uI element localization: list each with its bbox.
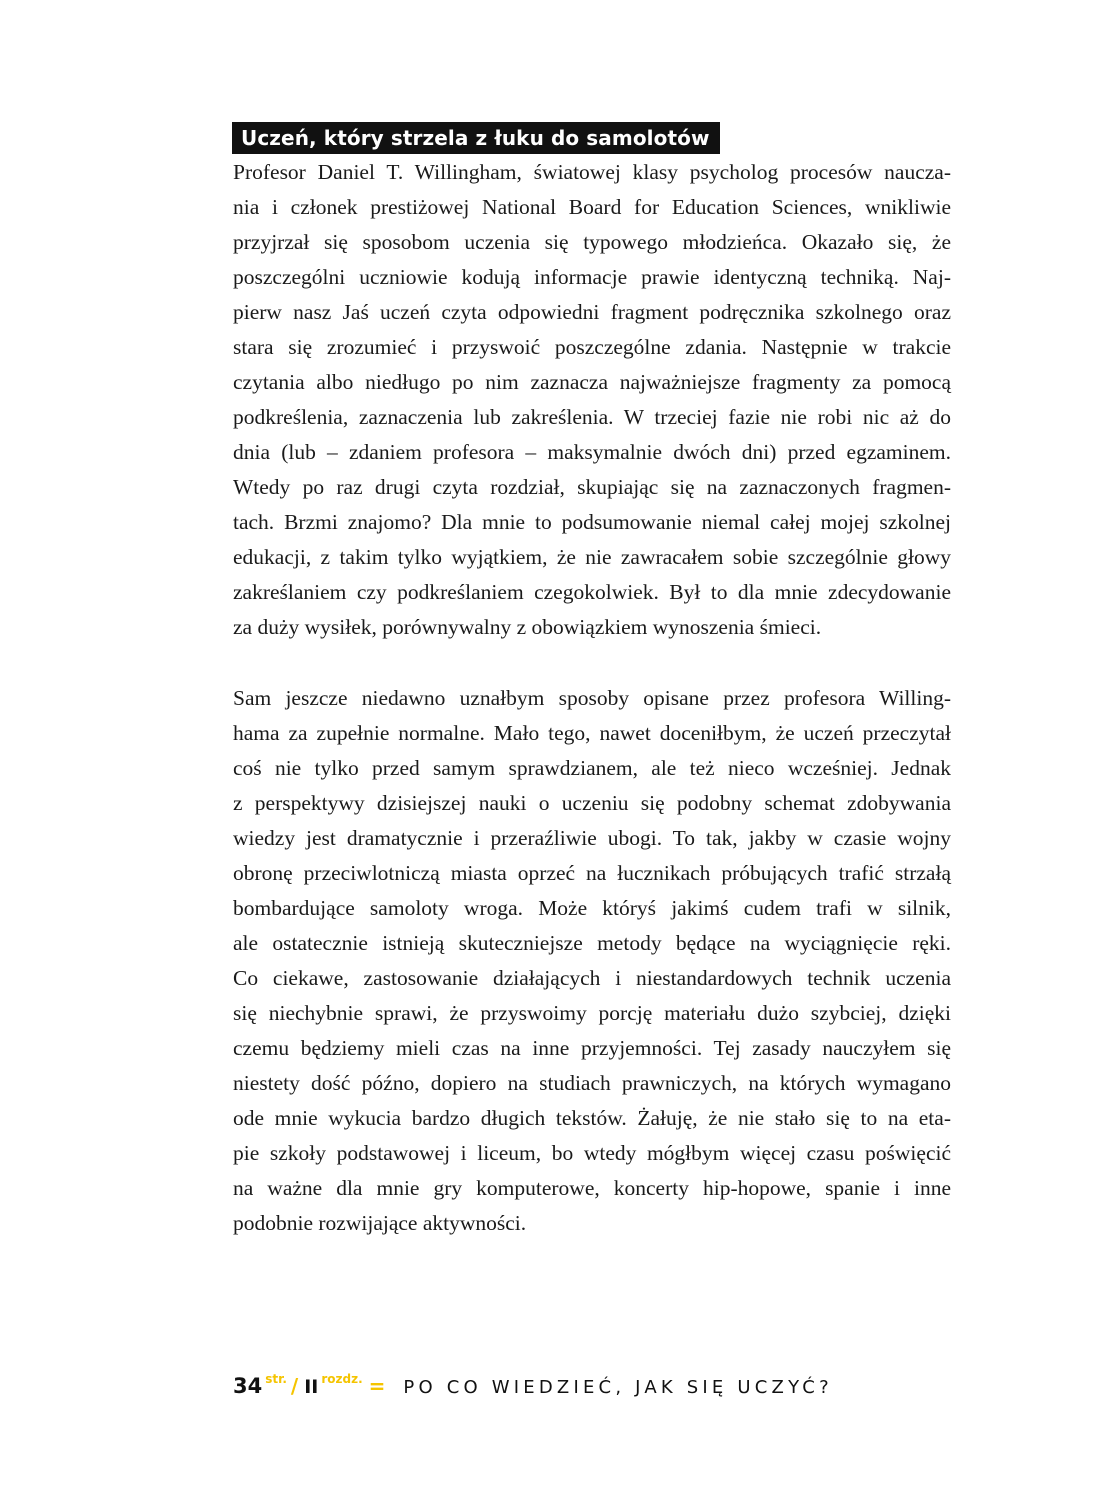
text-line: nia i członek prestiżowej National Board for Education Sciences, wnikliwie [233,195,951,219]
text-line: czemu będziemy mieli czas na inne przyjemności. Tej zasady nauczyłem się [233,1036,951,1060]
paragraph-2 [233,681,951,1241]
text-line: Co ciekawe, zastosowanie działających i niestandardowych technik uczenia [233,966,951,990]
book-title: PO CO WIEDZIEĆ, JAK SIĘ UCZYĆ? [403,1377,833,1398]
text-line: Profesor Daniel T. Willingham, światowej klasy psycholog procesów naucza- [233,160,951,184]
text-line: pierw nasz Jaś uczeń czyta odpowiedni fragment podręcznika szkolnego oraz [233,300,951,324]
text-line: stara się zrozumieć i przyswoić poszczególne zdania. Następnie w trakcie [233,335,951,359]
page-footer [233,1374,833,1404]
text-line: przyjrzał się sposobom uczenia się typowego młodzieńca. Okazało się, że [233,230,951,254]
footer-equals: = [368,1374,386,1398]
chapter-label: rozdz. [321,1372,363,1386]
text-line: wiedzy jest dramatycznie i przeraźliwie ubogi. To tak, jakby w czasie wojny [233,826,951,850]
paragraph-1 [233,155,951,645]
text-line: podkreślenia, zaznaczenia lub zakreślenia. W trzeciej fazie nie robi nic aż do [233,405,951,429]
text-line: podobnie rozwijające aktywności. [233,1211,527,1235]
text-line: na ważne dla mnie gry komputerowe, koncerty hip-hopowe, spanie i inne [233,1176,951,1200]
text-line: zakreślaniem czy podkreślaniem czegokolwiek. Był to dla mnie zdecydowanie [233,580,951,604]
section-heading: Uczeń, który strzela z łuku do samolotów [232,122,720,154]
text-line: hama za zupełnie normalne. Mało tego, nawet doceniłbym, że uczeń przeczytał [233,721,951,745]
text-line: pie szkoły podstawowej i liceum, bo wtedy mógłbym więcej czasu poświęcić [233,1141,951,1165]
text-line: coś nie tylko przed samym sprawdzianem, ale też nieco wcześniej. Jednak [233,756,951,780]
page-label: str. [265,1372,287,1386]
text-line: Sam jeszcze niedawno uznałbym sposoby opisane przez profesora Willing- [233,686,951,710]
text-line: ode mnie wykucia bardzo długich tekstów. Żałuję, że nie stało się to na eta- [233,1106,951,1130]
chapter-number: II [304,1376,319,1398]
text-line: bombardujące samoloty wroga. Może któryś jakimś cudem trafi w silnik, [233,896,951,920]
text-line: za duży wysiłek, porównywalny z obowiązkiem wynoszenia śmieci. [233,615,822,639]
text-line: ale ostatecznie istnieją skuteczniejsze metody będące na wyciągnięcie ręki. [233,931,951,955]
text-line: niestety dość późno, dopiero na studiach prawniczych, na których wymagano [233,1071,951,1095]
text-line: obronę przeciwlotniczą miasta oprzeć na łucznikach próbujących trafić strzałą [233,861,951,885]
text-line: Wtedy po raz drugi czyta rozdział, skupiając się na zaznaczonych fragmen- [233,475,951,499]
text-line: się niechybnie sprawi, że przyswoimy porcję materiału dużo szybciej, dzięki [233,1001,951,1025]
text-line: czytania albo niedługo po nim zaznacza najważniejsze fragmenty za pomocą [233,370,951,394]
text-line: edukacji, z takim tylko wyjątkiem, że nie zawracałem sobie szczególnie głowy [233,545,951,569]
page-number: 34 [233,1374,263,1398]
footer-slash: / [290,1374,299,1398]
text-line: z perspektywy dzisiejszej nauki o uczeniu się podobny schemat zdobywania [233,791,951,815]
text-line: tach. Brzmi znajomo? Dla mnie to podsumowanie niemal całej mojej szkolnej [233,510,951,534]
text-line: poszczególni uczniowie kodują informacje prawie identyczną techniką. Naj- [233,265,951,289]
text-line: dnia (lub – zdaniem profesora – maksymalnie dwóch dni) przed egzaminem. [233,440,951,464]
